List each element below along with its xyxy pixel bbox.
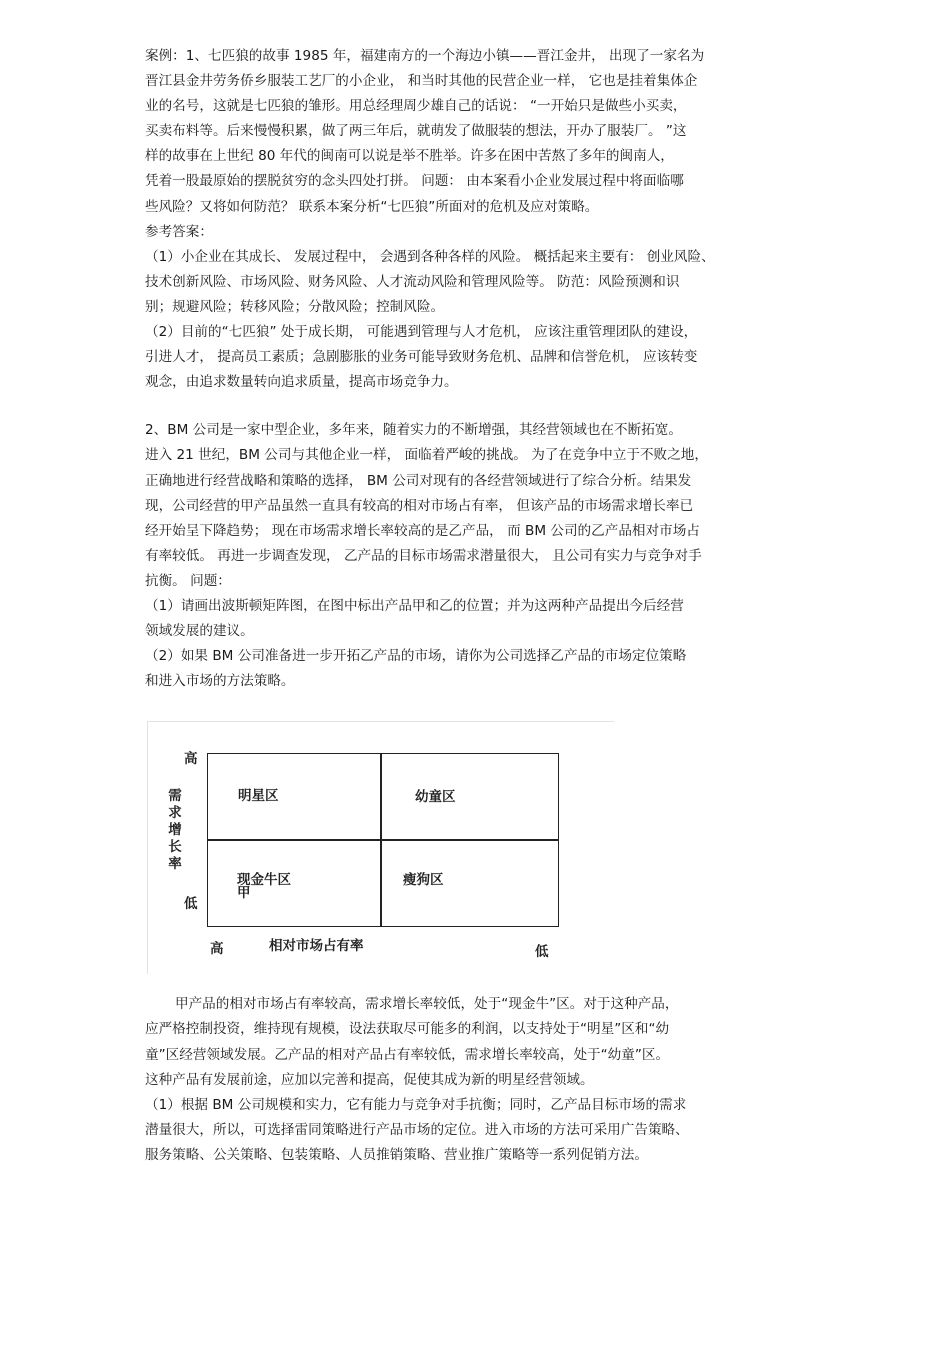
text-line: 童”区经营领域发展。乙产品的相对产品占有率较低，需求增长率较高，处于“幼童”区。 [145,1046,670,1063]
y-axis-low-label: 低 [184,896,198,913]
text-line: 观念，由追求数量转向追求质量，提高市场竞争力。 [145,374,458,391]
quadrant-cash-cow: 现金牛区 [237,872,291,889]
text-line: 引进人才， 提高员工素质；急剧膨胀的业务可能导致财务危机、品牌和信誉危机， 应该转变 [145,349,698,366]
quadrant-question: 幼童区 [415,789,456,806]
text-line: 业的名号，这就是七匹狼的雏形。用总经理周少雄自己的话说： “一开始只是做些小买卖， [145,98,687,115]
text-line: 领域发展的建议。 [145,623,254,640]
y-axis-high-label: 高 [184,751,198,768]
quadrant-dog: 瘦狗区 [403,872,444,889]
text-line: （2）目前的“七匹狼” 处于成长期， 可能遇到管理与人才危机， 应该注重管理团队的建设， [145,324,698,341]
text-line: 有率较低。 再进一步调查发现， 乙产品的目标市场需求潜量很大， 且公司有实力与竞争对手 [145,547,702,564]
case1-section [145,44,810,395]
text-line: 服务策略、公关策略、包装策略、人员推销策略、营业推广策略等一系列促销方法。 [145,1146,648,1163]
text-line: 晋江县金井劳务侨乡服装工艺厂的小企业， 和当时其他的民营企业一样， 它也是挂着集体企 [145,73,698,90]
boston-matrix-diagram [147,721,614,974]
quadrant-star: 明星区 [238,788,279,805]
text-line: 技术创新风险、市场风险、财务风险、人才流动风险和管理风险等。 防范：风险预测和识 [145,273,680,290]
grid-divider-horizontal [208,839,558,841]
y-axis-label: 需求增长率 [168,788,182,873]
text-line: 经开始呈下降趋势； 现在市场需求增长率较高的是乙产品， 而 BM 公司的乙产品相对市场占 [145,522,700,539]
text-line: 进入 21 世纪，BM 公司与其他企业一样， 面临着严峻的挑战。 为了在竞争中立于不败之地， [145,447,708,464]
case2-section [145,418,810,694]
text-line: （1）根据 BM 公司规模和实力，它有能力与竞争对手抗衡；同时，乙产品目标市场的需求 [145,1096,687,1113]
text-line: 这种产品有发展前途，应加以完善和提高，促使其成为新的明星经营领域。 [145,1071,594,1088]
text-line: 抗衡。 问题： [145,572,231,589]
document-page [145,44,810,1168]
matrix-grid [207,753,559,927]
text-line: 和进入市场的方法策略。 [145,673,295,690]
text-line: （1）小企业在其成长、 发展过程中， 会遇到各种各样的风险。 概括起来主要有： 创业风险、 [145,248,715,265]
product-marker-jia: 甲 [237,885,251,902]
text-line: 些风险？又将如何防范？ 联系本案分析“七匹狼”所面对的危机及应对策略。 [145,198,599,215]
text-line: 样的故事在上世纪 80 年代的闽南可以说是举不胜举。许多在困中苦熬了多年的闽南人， [145,148,674,165]
text-line: 案例：1、七匹狼的故事 1985 年，福建南方的一个海边小镇——晋江金井， 出现了一家名为 [145,48,705,64]
answer2-section [145,992,810,1168]
text-line: 潜量很大，所以，可选择雷同策略进行产品市场的定位。进入市场的方法可采用广告策略、 [145,1121,689,1138]
text-line: （2）如果 BM 公司准备进一步开拓乙产品的市场，请你为公司选择乙产品的市场定位策略 [145,648,687,665]
text-line: 别；规避风险；转移风险；分散风险；控制风险。 [145,298,445,315]
text-line: 现，公司经营的甲产品虽然一直具有较高的相对市场占有率， 但该产品的市场需求增长率已 [145,497,694,514]
text-line: （1）请画出波斯顿矩阵图，在图中标出产品甲和乙的位置；并为这两种产品提出今后经营 [145,597,684,614]
text-line: 应严格控制投资，维持现有规模，设法获取尽可能多的利润，以支持处于“明星”区和“幼 [145,1021,670,1038]
text-line: 甲产品的相对市场占有率较高，需求增长率较低，处于“现金牛”区。对于这种产品， [175,996,679,1013]
text-line: 正确地进行经营战略和策略的选择， BM 公司对现有的各经营领域进行了综合分析。结果发 [145,472,692,489]
x-axis-low-label: 低 [535,944,549,961]
text-line: 参考答案： [145,223,213,240]
text-line: 凭着一股最原始的摆脱贫穷的念头四处打拼。 问题： 由本案看小企业发展过程中将面临哪 [145,173,684,190]
x-axis-label: 相对市场占有率 [269,938,364,955]
x-axis-high-label: 高 [210,941,224,958]
text-line: 买卖布料等。后来慢慢积累，做了两三年后，就萌发了做服装的想法，开办了服装厂。 ”这 [145,123,687,140]
text-line: 2、BM 公司是一家中型企业，多年来，随着实力的不断增强，其经营领域也在不断拓宽。 [145,422,682,439]
